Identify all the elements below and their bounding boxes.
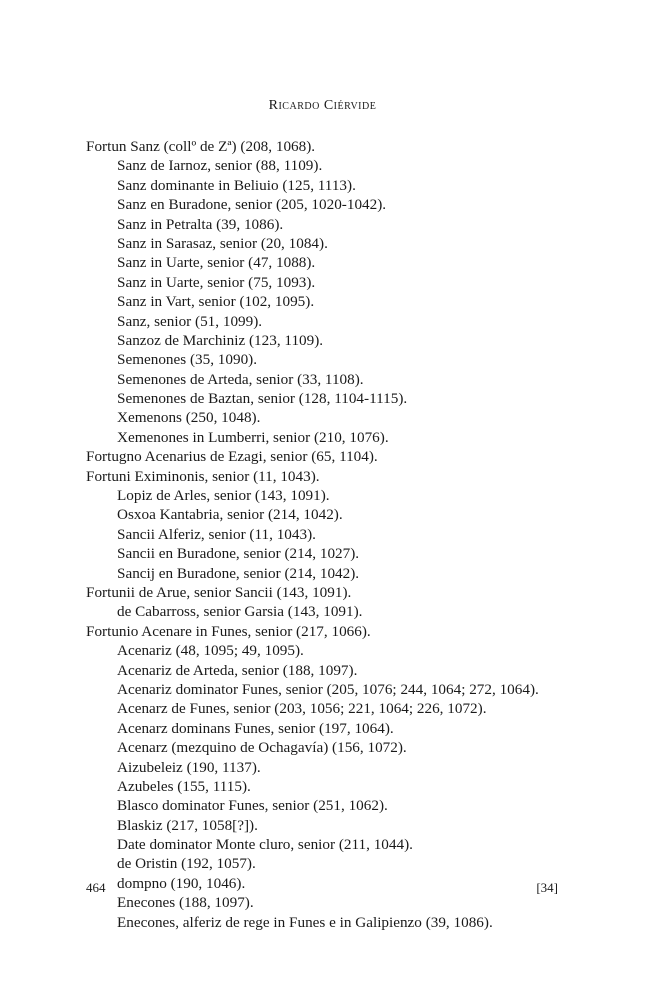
index-entry-sub: Semenones (35, 1090). [117, 351, 258, 369]
index-entry-sub: Sanz en Buradone, senior (205, 1020-1042). [117, 196, 387, 214]
index-entry-main: Fortun Sanz (collº de Zª) (208, 1068). [86, 138, 316, 155]
index-entry-sub: Sanz, senior (51, 1099). [117, 312, 263, 330]
index-entry-sub: Enecones, alferiz de rege in Funes e in Galipienzo (39, 1086). [117, 913, 493, 931]
index-entry-sub: Enecones (188, 1097). [117, 894, 254, 912]
index-entry-sub: Xemenons (250, 1048). [117, 409, 261, 427]
index-entry-sub: Sanz in Petralta (39, 1086). [117, 215, 284, 233]
index-entry-sub: Acenarz (mezquino de Ochagavía) (156, 1072). [117, 739, 407, 757]
index-entry-sub: Blaskiz (217, 1058[?]). [117, 816, 258, 834]
index-entry-sub: Sanzoz de Marchiniz (123, 1109). [117, 331, 324, 349]
index-entry-sub: Sanz in Vart, senior (102, 1095). [117, 293, 315, 311]
index-entry-sub: Sanz in Uarte, senior (75, 1093). [117, 273, 316, 291]
index-entry-sub: Sancii en Buradone, senior (214, 1027). [117, 545, 360, 563]
index-entry-sub: de Oristin (192, 1057). [117, 855, 256, 873]
index-entry-main: Fortugno Acenarius de Ezagi, senior (65, 1104). [86, 448, 378, 466]
index-entry-sub: Acenarz de Funes, senior (203, 1056; 221, 1064; 226, 1072). [117, 700, 487, 718]
index-entry-sub: Date dominator Monte cluro, senior (211, 1044). [117, 836, 413, 854]
index-entry-sub: Osxoa Kantabria, senior (214, 1042). [117, 506, 343, 524]
index-entry-sub: Semenones de Arteda, senior (33, 1108). [117, 370, 364, 388]
index-entry-main: Fortunio Acenare in Funes, senior (217, 1066). [86, 622, 371, 640]
index-entry-sub: Sanz in Uarte, senior (47, 1088). [117, 254, 316, 272]
index-entry-sub: de Cabarross, senior Garsia (143, 1091). [117, 603, 363, 621]
index-entry-sub: Sancij en Buradone, senior (214, 1042). [117, 564, 360, 582]
index-entry-main: Fortunii de Arue, senior Sancii (143, 1091). [86, 583, 352, 601]
index-entry-sub: Acenariz de Arteda, senior (188, 1097). [117, 661, 358, 679]
index-entry-sub: Sanz dominante in Beliuio (125, 1113). [117, 176, 356, 194]
running-title: Ricardo Ciérvide [268, 98, 377, 113]
index-entry-sub: Acenarz dominans Funes, senior (197, 1064). [117, 719, 394, 737]
index-entry-sub: Sanz de Iarnoz, senior (88, 1109). [117, 157, 323, 175]
index-entry-sub: Acenariz (48, 1095; 49, 1095). [117, 642, 304, 660]
index-entries [86, 137, 606, 932]
bracket-page-number: [34] [536, 880, 558, 895]
index-entry-sub: Sanz in Sarasaz, senior (20, 1084). [117, 234, 328, 252]
index-entry-sub: Aizubeleiz (190, 1137). [117, 758, 261, 776]
index-entry-sub: Blasco dominator Funes, senior (251, 1062). [117, 797, 388, 815]
index-entry-sub: Acenariz dominator Funes, senior (205, 1076; 244, 1064; 272, 1064). [117, 680, 539, 698]
index-entry-sub: Semenones de Baztan, senior (128, 1104-1115). [117, 390, 408, 408]
index-entry-sub: Xemenones in Lumberri, senior (210, 1076). [117, 428, 389, 446]
running-header [0, 98, 645, 114]
index-entry-main: Fortuni Eximinonis, senior (11, 1043). [86, 467, 320, 485]
index-entry-sub: dompno (190, 1046). [117, 874, 246, 892]
index-entry-sub: Lopiz de Arles, senior (143, 1091). [117, 487, 330, 505]
index-entry-sub: Sancii Alferiz, senior (11, 1043). [117, 525, 316, 543]
page-number: 464 [86, 880, 106, 895]
index-entry-sub: Azubeles (155, 1115). [117, 777, 251, 795]
